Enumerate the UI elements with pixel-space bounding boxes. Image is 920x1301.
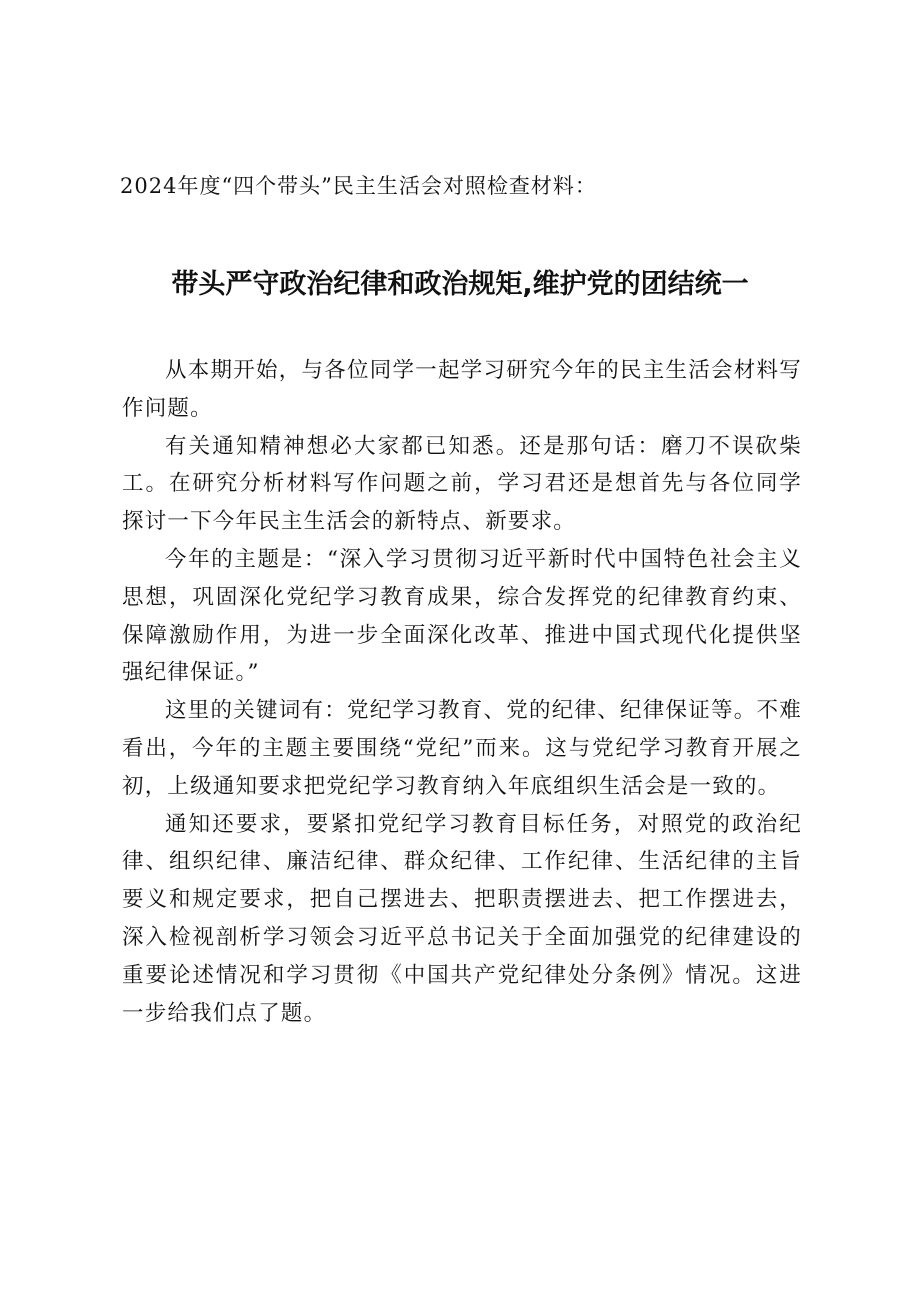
paragraph: 今年的主题是：“深入学习贯彻习近平新时代中国特色社会主义思想，巩固深化党纪学习教育成果，综合发挥党的纪律教育约束、保障激励作用，为进一步全面深化改革、推进中国式现代化提供坚强纪律保证。” <box>122 546 802 686</box>
paragraph: 从本期开始，与各位同学一起学习研究今年的民主生活会材料写作问题。 <box>122 358 802 421</box>
document-body <box>122 352 802 1032</box>
paragraph: 通知还要求，要紧扣党纪学习教育目标任务，对照党的政治纪律、组织纪律、廉洁纪律、群众纪律、工作纪律、生活纪律的主旨要义和规定要求，把自己摆进去、把职责摆进去、把工作摆进去，深入检视剖析学习领会习近平总书记关于全面加强党的纪律建设的重要论述情况和学习贯彻《中国共产党纪律处分条例》情况。这进一步给我们点了题。 <box>122 811 802 1026</box>
paragraph: 这里的关键词有：党纪学习教育、党的纪律、纪律保证等。不难看出，今年的主题主要围绕“党纪”而来。这与党纪学习教育开展之初，上级通知要求把党纪学习教育纳入年底组织生活会是一致的。 <box>122 698 802 799</box>
document-title: 带头严守政治纪律和政治规矩,维护党的团结统一 <box>171 269 749 300</box>
paragraph: 有关通知精神想必大家都已知悉。还是那句话：磨刀不误砍柴工。在研究分析材料写作问题之前，学习君还是想首先与各位同学探讨一下今年民主生活会的新特点、新要求。 <box>122 433 802 535</box>
document-subtitle: 2024年度“四个带头”民主生活会对照检查材料： <box>120 174 597 198</box>
